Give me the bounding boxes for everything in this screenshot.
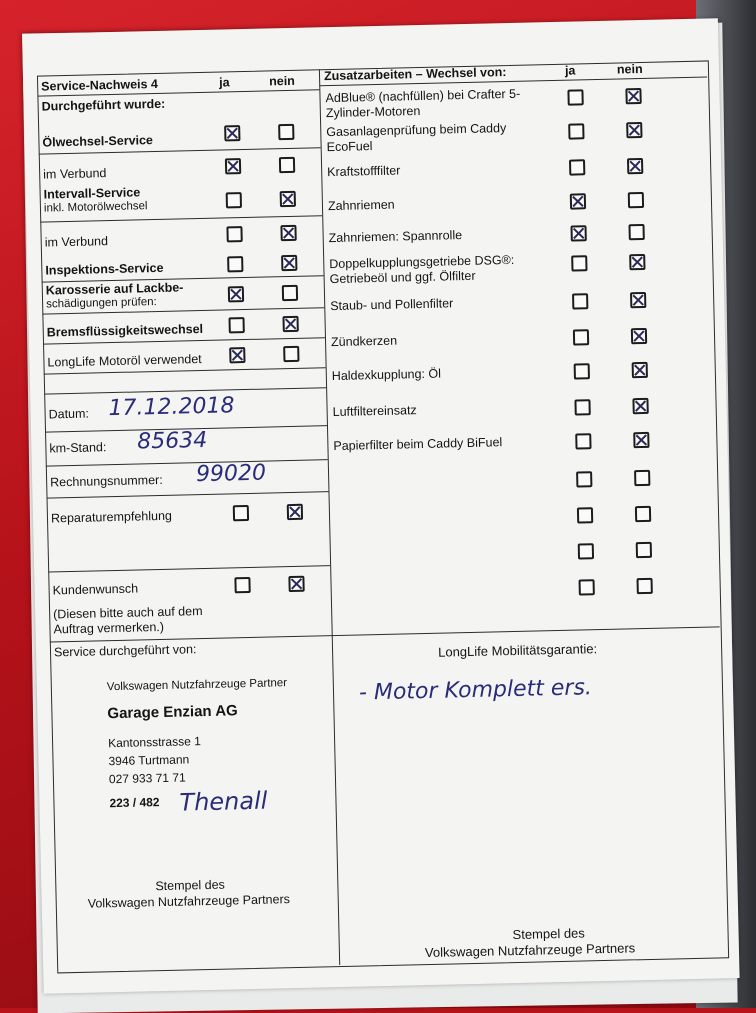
- right-row-label: Zündkerzen: [330, 333, 398, 350]
- left-row-label: Inspektions-Service: [45, 260, 164, 278]
- right-row-label: AdBlue® (nachfüllen) bei Crafter 5-: [325, 86, 521, 106]
- stamp-phone: 027 933 71 71: [108, 770, 186, 787]
- left-stempel-1: Stempel des: [155, 877, 225, 894]
- right-row-nein-checkbox[interactable]: [632, 362, 648, 378]
- right-row-label: Papierfilter beim Caddy BiFuel: [333, 435, 503, 454]
- reparatur-ja-checkbox[interactable]: [233, 505, 249, 521]
- right-row-nein-checkbox[interactable]: [626, 122, 642, 138]
- service-by-label: Service durchgeführt von:: [53, 642, 197, 660]
- right-row-nein-checkbox[interactable]: [630, 292, 646, 308]
- left-col-ja: ja: [218, 75, 230, 90]
- left-row-nein-checkbox[interactable]: [281, 255, 297, 271]
- left-row-label: Bremsflüssigkeitswechsel: [46, 321, 204, 340]
- left-row-ja-checkbox[interactable]: [224, 125, 240, 141]
- right-row-ja-checkbox[interactable]: [574, 363, 590, 379]
- datum-value: 17.12.2018: [108, 393, 235, 422]
- performed-label: Durchgeführt wurde:: [41, 96, 166, 114]
- right-row-ja-checkbox[interactable]: [572, 293, 588, 309]
- left-stempel-2: Volkswagen Nutzfahrzeuge Partners: [87, 892, 291, 911]
- kundenwunsch-nein-checkbox[interactable]: [288, 576, 304, 592]
- right-col-nein: nein: [616, 61, 643, 77]
- kunden-label: Kundenwunsch: [52, 581, 139, 598]
- right-row-label: Doppelkupplungsgetriebe DSG®:: [329, 252, 515, 272]
- right-stempel-2: Volkswagen Nutzfahrzeuge Partners: [424, 940, 636, 961]
- left-row-label: Karosserie auf Lackbe-: [45, 280, 184, 298]
- left-row-nein-checkbox[interactable]: [282, 316, 298, 332]
- right-title: Zusatzarbeiten – Wechsel von:: [323, 65, 507, 84]
- mobility-note: - Motor Komplett ers.: [358, 675, 593, 706]
- left-row-label: LongLife Motoröl verwendet: [47, 352, 202, 370]
- right-row-nein-checkbox[interactable]: [628, 192, 644, 208]
- stamp-street: Kantonsstrasse 1: [107, 734, 201, 751]
- right-row-nein-checkbox[interactable]: [632, 398, 648, 414]
- stamp-header: Volkswagen Nutzfahrzeuge Partner: [106, 677, 288, 694]
- right-row-ja-checkbox[interactable]: [571, 255, 587, 271]
- right-row-label: Kraftstofffilter: [327, 163, 401, 180]
- left-row-label: Ölwechsel-Service: [42, 133, 154, 150]
- right-row-sublabel: EcoFuel: [326, 139, 373, 155]
- right-row-ja-checkbox[interactable]: [575, 433, 591, 449]
- right-row-sublabel: Getriebeöl und ggf. Ölfilter: [329, 268, 476, 287]
- left-row-sublabel: schädigungen prüfen:: [46, 296, 157, 311]
- reparatur-nein-checkbox[interactable]: [287, 504, 303, 520]
- stamp-number: 223 / 482: [109, 795, 160, 811]
- right-col-ja: ja: [564, 63, 576, 78]
- right-row-label: Haldexkupplung: Öl: [331, 366, 442, 384]
- right-row-ja-checkbox[interactable]: [579, 579, 595, 595]
- right-row-label: Luftfiltereinsatz: [332, 403, 417, 420]
- left-row-ja-checkbox[interactable]: [228, 286, 244, 302]
- left-row-nein-checkbox[interactable]: [280, 225, 296, 241]
- rechnung-label: Rechnungsnummer:: [50, 472, 163, 490]
- right-row-ja-checkbox[interactable]: [570, 225, 586, 241]
- left-row-nein-checkbox[interactable]: [279, 157, 295, 173]
- mobility-title: LongLife Mobilitätsgarantie:: [437, 641, 598, 660]
- left-row-label: im Verbund: [43, 166, 107, 182]
- right-row-ja-checkbox[interactable]: [578, 543, 594, 559]
- right-row-label: Gasanlagenprüfung beim Caddy: [326, 121, 507, 140]
- right-row-ja-checkbox[interactable]: [568, 123, 584, 139]
- left-row-label: Intervall-Service: [43, 185, 141, 202]
- right-row-ja-checkbox[interactable]: [569, 159, 585, 175]
- left-title: Service-Nachweis 4: [41, 76, 159, 94]
- right-stempel-1: Stempel des: [512, 925, 585, 943]
- right-row-label: Zahnriemen: Spannrolle: [328, 228, 463, 246]
- right-row-nein-checkbox[interactable]: [627, 158, 643, 174]
- right-row-nein-checkbox[interactable]: [636, 542, 652, 558]
- rechnung-value: 99020: [195, 460, 267, 488]
- right-row-ja-checkbox[interactable]: [577, 507, 593, 523]
- right-row-nein-checkbox[interactable]: [631, 328, 647, 344]
- right-row-label: Zahnriemen: [327, 197, 395, 214]
- left-row-ja-checkbox[interactable]: [229, 347, 245, 363]
- service-record-sheet: [37, 60, 729, 975]
- right-row-nein-checkbox[interactable]: [629, 254, 645, 270]
- km-value: 85634: [137, 427, 208, 455]
- right-row-ja-checkbox[interactable]: [573, 329, 589, 345]
- right-row-nein-checkbox[interactable]: [628, 224, 644, 240]
- left-row-ja-checkbox[interactable]: [227, 256, 243, 272]
- left-col-nein: nein: [268, 73, 295, 89]
- left-row-label: im Verbund: [44, 234, 109, 250]
- reparatur-label: Reparaturempfehlung: [50, 508, 173, 526]
- right-row-ja-checkbox[interactable]: [574, 399, 590, 415]
- left-row-sublabel: inkl. Motorölwechsel: [43, 200, 148, 215]
- right-row-ja-checkbox[interactable]: [570, 193, 586, 209]
- kundenwunsch-ja-checkbox[interactable]: [234, 577, 250, 593]
- datum-label: Datum:: [48, 406, 90, 422]
- kunden-note-1: (Diesen bitte auch auf dem: [53, 604, 203, 622]
- stamp-city: 3946 Turtmann: [108, 752, 190, 769]
- right-row-nein-checkbox[interactable]: [633, 432, 649, 448]
- right-row-nein-checkbox[interactable]: [635, 506, 651, 522]
- stamp-company: Garage Enzian AG: [107, 702, 238, 723]
- right-row-ja-checkbox[interactable]: [567, 89, 583, 105]
- kunden-note-2: Auftrag vermerken.): [53, 619, 165, 637]
- right-row-nein-checkbox[interactable]: [634, 470, 650, 486]
- left-row-nein-checkbox[interactable]: [280, 191, 296, 207]
- service-booklet-page: [22, 18, 740, 994]
- left-row-nein-checkbox[interactable]: [282, 285, 298, 301]
- signature: Thenall: [179, 786, 268, 817]
- left-row-nein-checkbox[interactable]: [278, 124, 294, 140]
- km-label: km-Stand:: [49, 440, 107, 456]
- right-row-sublabel: Zylinder-Motoren: [325, 103, 421, 121]
- left-row-ja-checkbox[interactable]: [228, 317, 244, 333]
- left-row-ja-checkbox[interactable]: [225, 158, 241, 174]
- left-row-nein-checkbox[interactable]: [283, 346, 299, 362]
- right-row-nein-checkbox[interactable]: [637, 578, 653, 594]
- left-row-ja-checkbox[interactable]: [226, 192, 242, 208]
- right-row-nein-checkbox[interactable]: [625, 88, 641, 104]
- right-row-label: Staub- und Pollenfilter: [330, 296, 454, 314]
- left-row-ja-checkbox[interactable]: [226, 226, 242, 242]
- right-row-ja-checkbox[interactable]: [576, 471, 592, 487]
